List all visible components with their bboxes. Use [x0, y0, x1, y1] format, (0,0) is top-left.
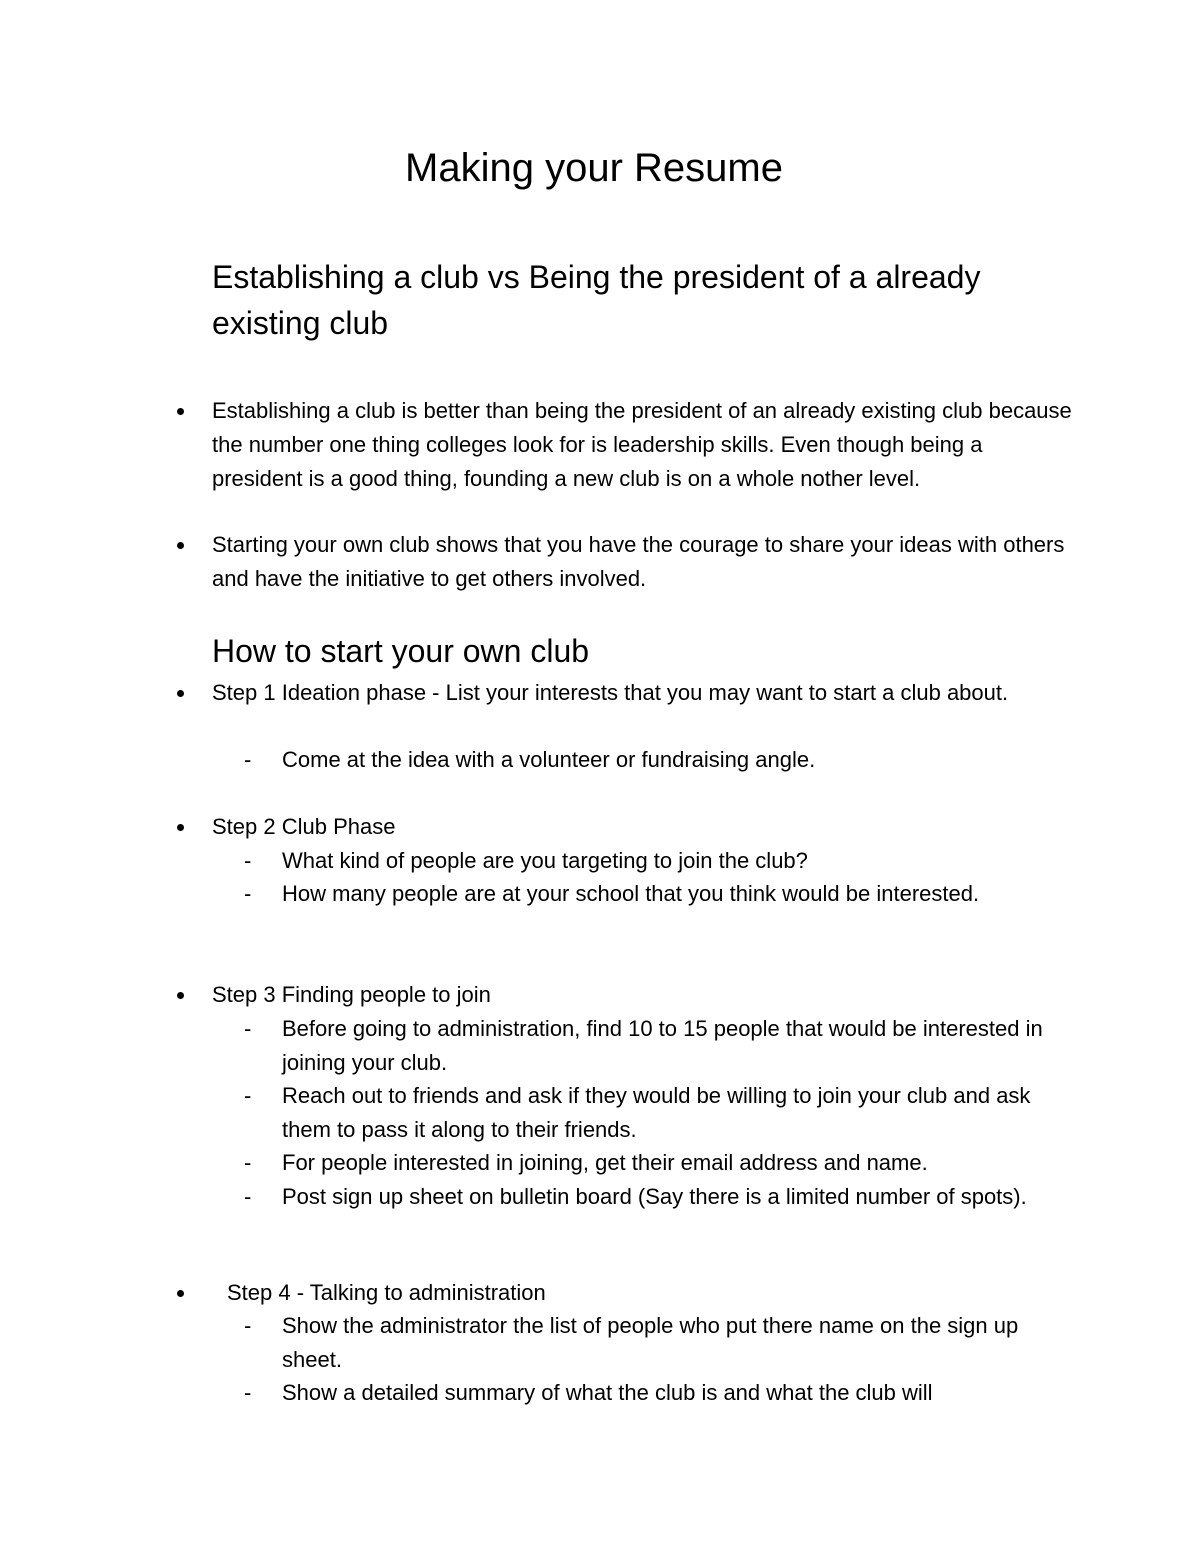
- page-title: Making your Resume: [405, 146, 783, 190]
- step-1-subitem: - Come at the idea with a volunteer or fundraising angle.: [282, 743, 1072, 777]
- step-3-item: Step 3 Finding people to join: [212, 978, 1072, 1012]
- step-4-subitem: - Show a detailed summary of what the club is and what the club will: [282, 1376, 1072, 1410]
- section-heading-establishing: Establishing a club vs Being the president of a already existing club: [212, 259, 981, 341]
- step-3-subitem: - Post sign up sheet on bulletin board (Say there is a limited number of spots).: [282, 1180, 1072, 1214]
- step-3-subitem: - Before going to administration, find 10 to 15 people that would be interested in joining your club.: [282, 1012, 1072, 1080]
- list-item: Establishing a club is better than being the president of an already existing club because the number one thing colleges look for is leadership skills. Even though being a president is a good thing, founding a new club is on a whole nother level.: [212, 394, 1072, 496]
- step-4-subitem: - Show the administrator the list of people who put there name on the sign up sheet.: [282, 1309, 1072, 1377]
- step-1-item: Step 1 Ideation phase - List your interests that you may want to start a club about.: [212, 676, 1072, 710]
- list-item: Starting your own club shows that you have the courage to share your ideas with others and have the initiative to get others involved.: [212, 528, 1072, 596]
- step-3-subitem: - Reach out to friends and ask if they would be willing to join your club and ask them to pass it along to their friends.: [282, 1079, 1072, 1147]
- section-heading-how-to-start: How to start your own club: [212, 633, 590, 669]
- step-2-item: Step 2 Club Phase: [212, 810, 1072, 844]
- step-3-subitem: - For people interested in joining, get their email address and name.: [282, 1146, 1072, 1180]
- step-2-subitem: - What kind of people are you targeting to join the club?: [282, 844, 1072, 878]
- step-2-subitem: - How many people are at your school that you think would be interested.: [282, 877, 1072, 911]
- step-4-item: Step 4 - Talking to administration: [227, 1276, 1072, 1310]
